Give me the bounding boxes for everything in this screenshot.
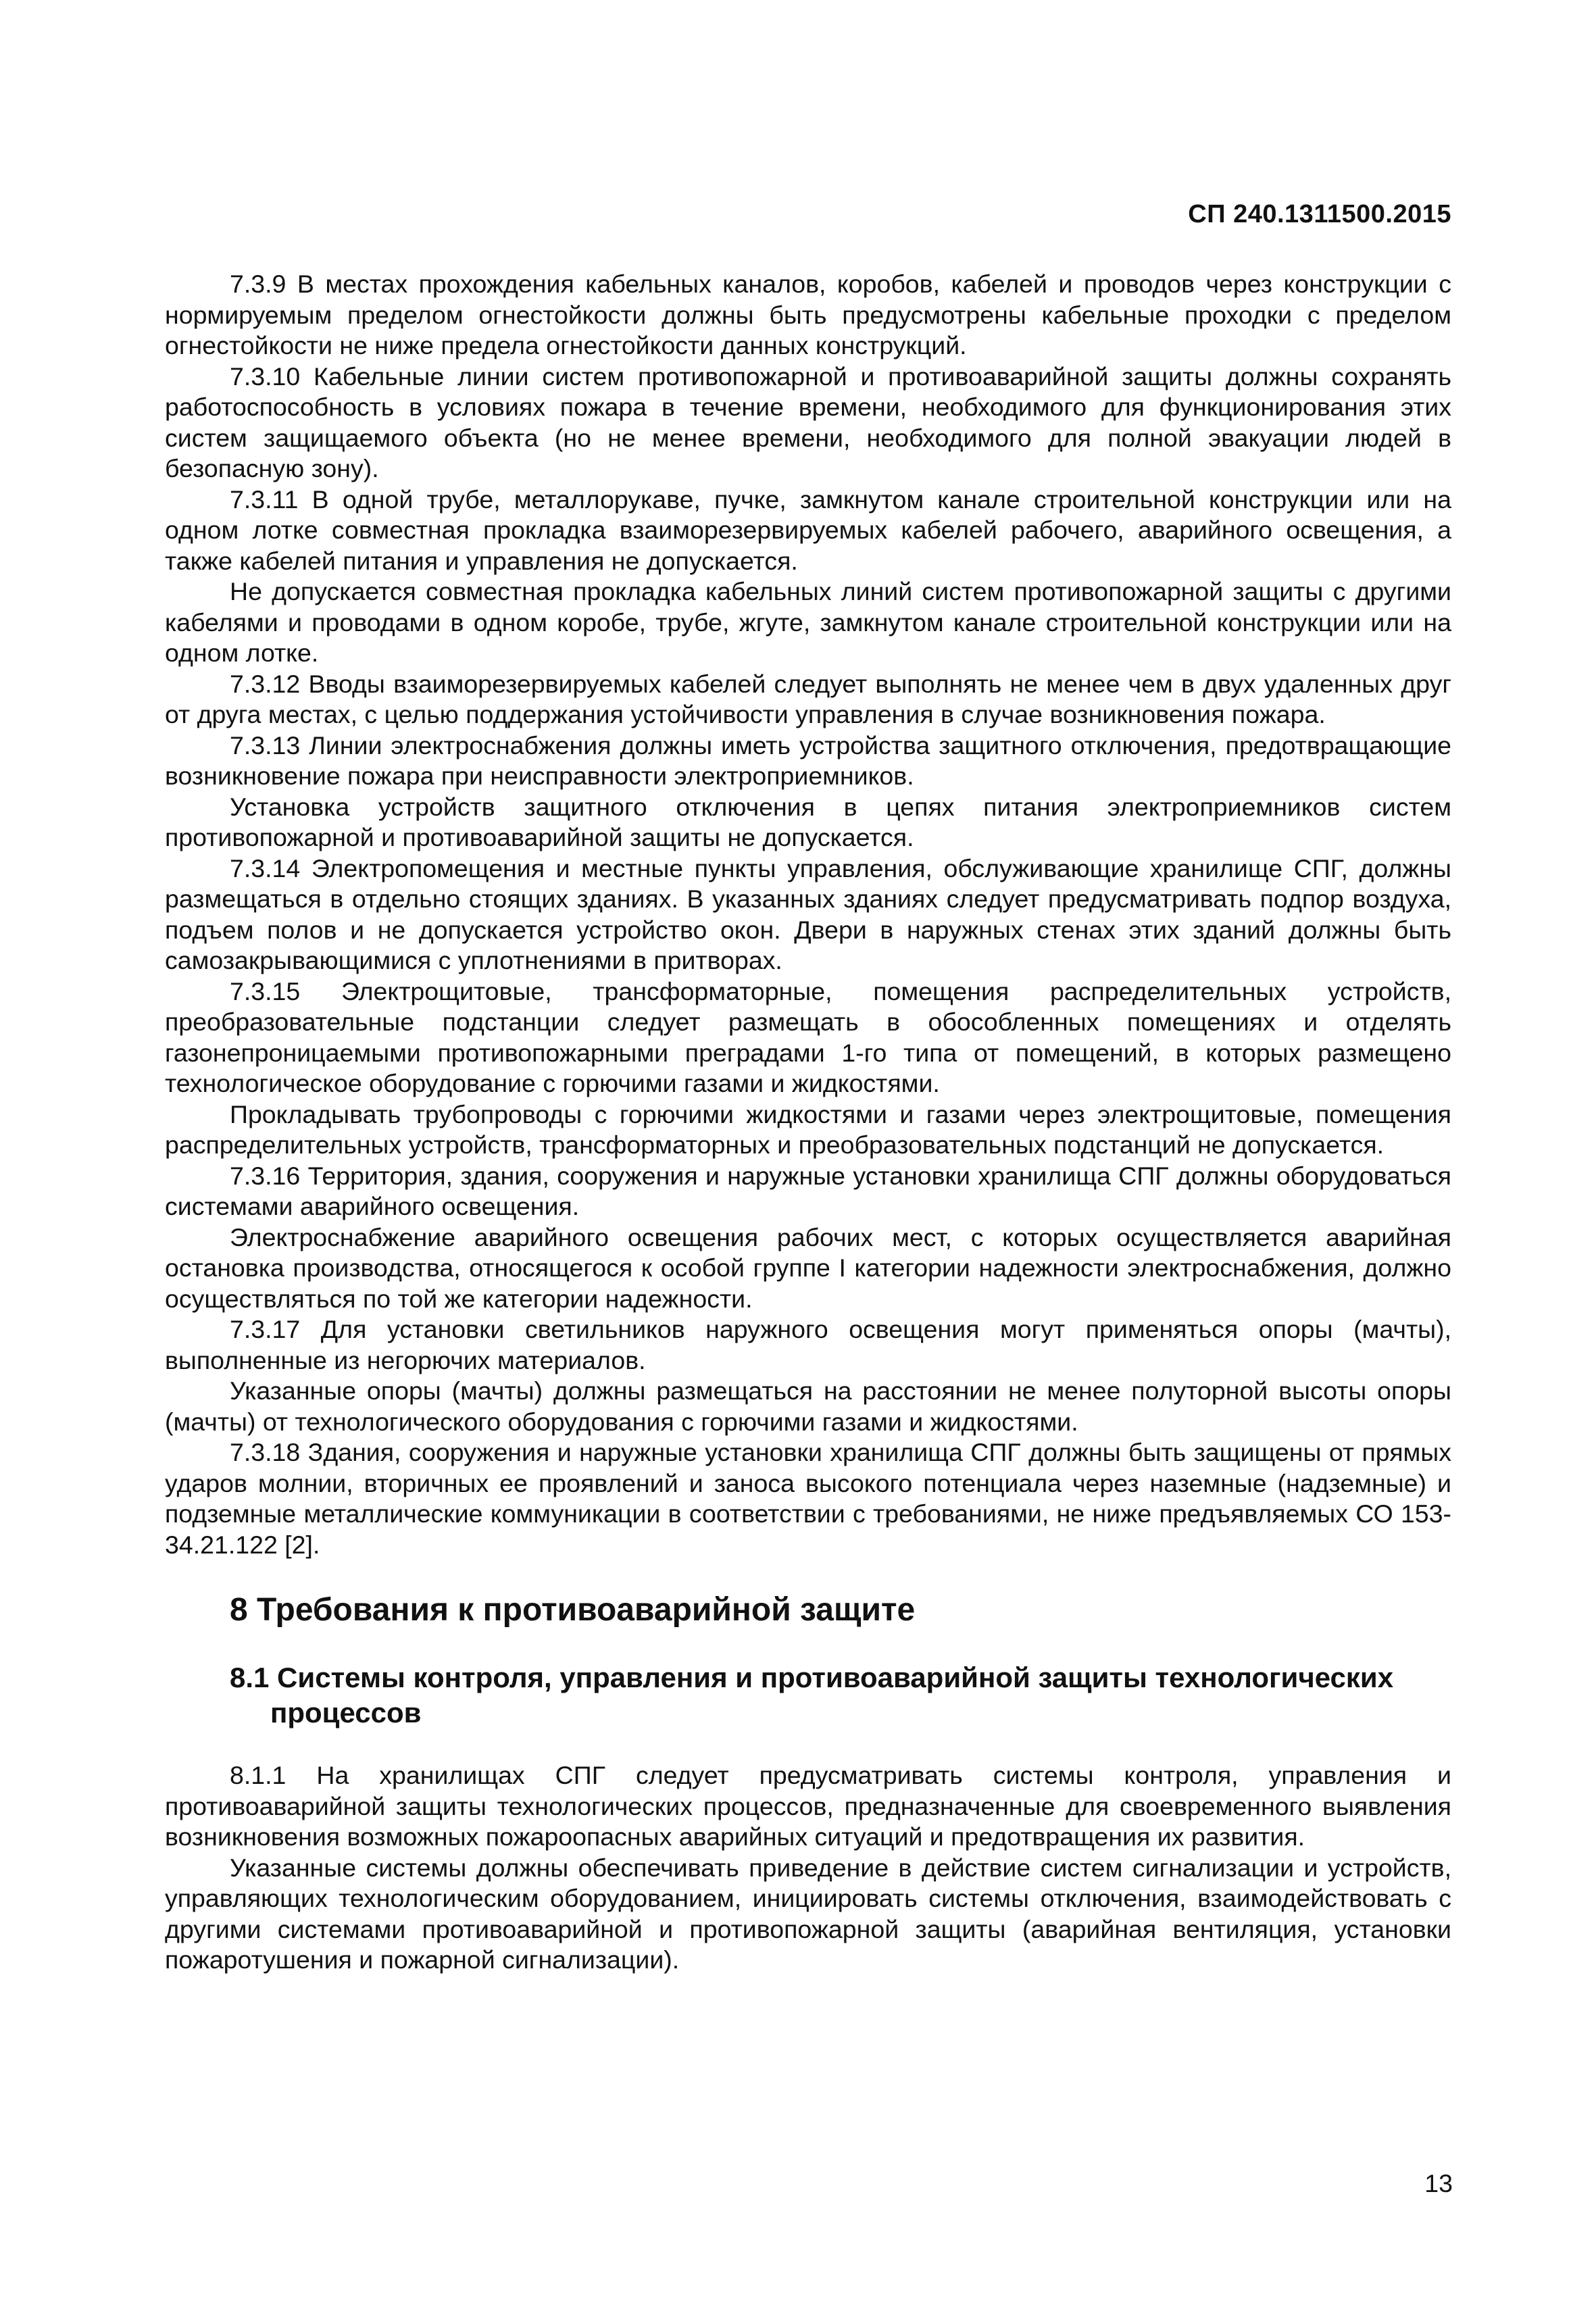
paragraph-7-3-16-cont: Электроснабжение аварийного освещения рабочих мест, с которых осуществляется аварийная остановка производства, относящегося к особой группе I категории надежности электроснабжения, должно осуществляться по той же категории надежности. [165,1222,1451,1313]
paragraph-7-3-18: 7.3.18 Здания, сооружения и наружные установки хранилища СПГ должны быть защищены от прямых ударов молнии, вторичных ее проявлений и заноса высокого потенциала через наземные (надземные) и подземные металлические коммуникации в соответствии с требованиями, не ниже предъявляемых СО 153-34.21.122 [2]. [165,1438,1451,1559]
paragraph-7-3-15-cont: Прокладывать трубопроводы с горючими жидкостями и газами через электрощитовые, помещения распределительных устройств, трансформаторных и преобразовательных подстанций не допускается. [165,1099,1451,1159]
document-code-header: СП 240.1311500.2015 [1188,200,1451,228]
paragraph-7-3-15: 7.3.15 Электрощитовые, трансформаторные, помещения распределительных устройств, преобразовательные подстанции следует размещать в обособленных помещениях и отделять газонепроницаемыми противопожарными преградами 1-го типа от помещений, в которых размещено технологическое оборудование с горючими газами и жидкостями. [165,976,1451,1097]
paragraph-8-1-1: 8.1.1 На хранилищах СПГ следует предусматривать системы контроля, управления и противоаварийной защиты технологических процессов, предназначенные для своевременного выявления возникновения возможных пожароопасных аварийных ситуаций и предотвращения их развития. [165,1761,1451,1851]
paragraph-7-3-17: 7.3.17 Для установки светильников наружного освещения могут применяться опоры (мачты), выполненные из негорючих материалов. [165,1315,1451,1374]
paragraph-7-3-13-cont: Установка устройств защитного отключения в цепях питания электроприемников систем противопожарной и противоаварийной защиты не допускается. [165,792,1451,851]
paragraph-7-3-11: 7.3.11 В одной трубе, металлорукаве, пучке, замкнутом канале строительной конструкции или на одном лотке совместная прокладка взаиморезервируемых кабелей рабочего, аварийного освещения, а также кабелей питания и управления не допускается. [165,484,1451,575]
page-number: 13 [1424,2169,1453,2197]
paragraph-7-3-9: 7.3.9 В местах прохождения кабельных каналов, коробов, кабелей и проводов через конструкции с нормируемым пределом огнестойкости должны быть предусмотрены кабельные проходки с пределом огнестойкости не ниже предела огнестойкости данных конструкций. [165,270,1451,359]
section-8-heading: 8 Требования к противоаварийной защите [230,1592,916,1628]
document-body [165,269,1451,1976]
paragraph-7-3-12: 7.3.12 Вводы взаиморезервируемых кабелей следует выполнять не менее чем в двух удаленных друг от друга местах, с целью поддержания устойчивости управления в случае возникновения пожара. [165,669,1451,728]
subsection-8-1-heading: 8.1 Системы контроля, управления и противоаварийной защиты технологических процессов [230,1662,1394,1728]
paragraph-7-3-14: 7.3.14 Электропомещения и местные пункты управления, обслуживающие хранилище СПГ, должны размещаться в отдельно стоящих зданиях. В указанных зданиях следует предусматривать подпор воздуха, подъем полов и не допускается устройство окон. Двери в наружных стенах этих зданий должны быть самозакрывающимися с уплотнениями в притворах. [165,853,1451,974]
paragraph-7-3-16: 7.3.16 Территория, здания, сооружения и наружные установки хранилища СПГ должны оборудоваться системами аварийного освещения. [165,1161,1451,1220]
paragraph-7-3-10: 7.3.10 Кабельные линии систем противопожарной и противоаварийной защиты должны сохранять работоспособность в условиях пожара в течение времени, необходимого для функционирования этих систем защищаемого объекта (но не менее времени, необходимого для полной эвакуации людей в безопасную зону). [165,362,1451,482]
paragraph-7-3-11-cont: Не допускается совместная прокладка кабельных линий систем противопожарной защиты с другими кабелями и проводами в одном коробе, трубе, жгуте, замкнутом канале строительной конструкции или на одном лотке. [165,577,1451,667]
paragraph-7-3-17-cont: Указанные опоры (мачты) должны размещаться на расстоянии не менее полуторной высоты опоры (мачты) от технологического оборудования с горючими газами и жидкостями. [165,1376,1451,1436]
paragraph-8-1-1-cont: Указанные системы должны обеспечивать приведение в действие систем сигнализации и устройств, управляющих технологическим оборудованием, инициировать системы отключения, взаимодействовать с другими системами противоаварийной и противопожарной защиты (аварийная вентиляция, установки пожаротушения и пожарной сигнализации). [165,1853,1451,1974]
paragraph-7-3-13: 7.3.13 Линии электроснабжения должны иметь устройства защитного отключения, предотвращающие возникновение пожара при неисправности электроприемников. [165,730,1451,790]
